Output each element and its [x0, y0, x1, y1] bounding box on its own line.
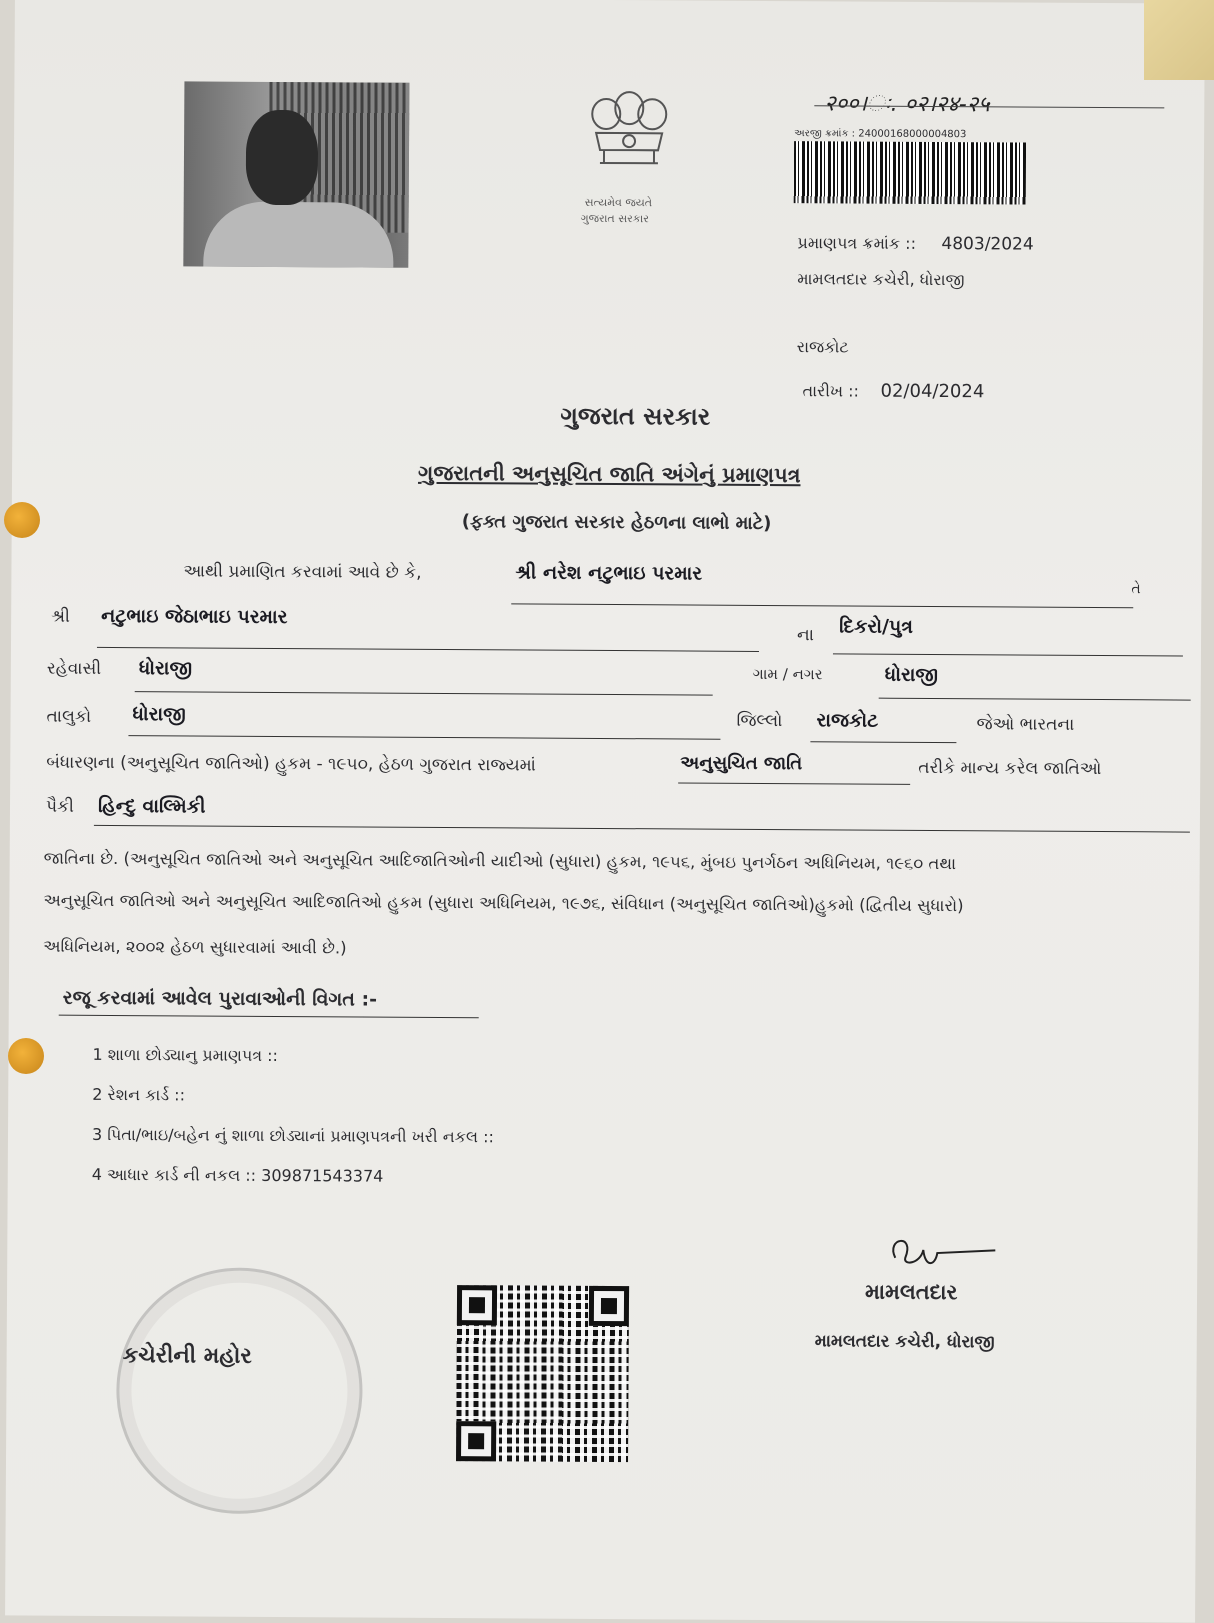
emblem-govt: ગુજરાત સરકાર: [580, 211, 650, 226]
signatory-title: મામલતદાર: [864, 1279, 958, 1305]
taluka-label: તાલુકો: [46, 706, 92, 727]
applicant-photo: [183, 81, 409, 267]
caste-category: અનુસુચિત જાતિ: [680, 752, 803, 775]
barcode: [794, 141, 1026, 204]
father-name: નટુભાઇ જેઠાભાઇ પરમાર: [101, 604, 288, 629]
office-name: મામલતદાર કચેરી, ધોરાજી: [797, 269, 965, 290]
legal-para-line-3: અધિનિયમ, ૨૦૦૨ હેઠળ સુધારવામાં આવી છે.): [43, 936, 347, 958]
village-value: ધોરાજી: [884, 663, 939, 687]
punch-hole: [8, 1038, 44, 1074]
emblem-motto: સત્યમેવ જયતે: [584, 195, 653, 210]
certificate-subtitle: (ફક્ત ગુજરાત સરકાર હેઠળના લાભો માટે): [461, 511, 772, 535]
na-label: ના: [797, 625, 814, 646]
qr-code: [456, 1285, 629, 1462]
national-emblem-icon: [574, 78, 685, 199]
evidence-item: 3 પિતા/ભાઇ/બહેન નું શાળા છોડ્યાનાં પ્રમાણપત્રની ખરી નકલ ::: [91, 1124, 494, 1147]
govt-title: ગુજરાત સરકાર: [560, 401, 711, 431]
district-name: રાજકોટ: [796, 337, 849, 357]
applicant-name: શ્રી નરેશ નટુભાઇ પરમાર: [515, 561, 703, 585]
evidence-item: 1 શાળા છોડ્યાનુ પ્રમાણપત્ર ::: [92, 1044, 279, 1066]
evidence-item: 4 આધાર કાર્ડ ની નકલ :: 309871543374: [91, 1164, 384, 1186]
taluka-value: ધોરાજી: [132, 703, 186, 726]
date-label: તારીખ ::: [802, 381, 860, 401]
evidence-item: 2 રેશન કાર્ડ ::: [92, 1084, 186, 1105]
office-seal: [116, 1267, 363, 1514]
paiki-label: પૈકી: [45, 796, 74, 817]
issue-date: 02/04/2024: [880, 380, 985, 403]
punch-hole: [4, 502, 40, 538]
legal-para-line-1: જાતિના છે. (અનુસૂચિત જાતિઓ અને અનુસૂચિત આદિજાતિઓની યાદીઓ (સુધારા) હુકમ, ૧૯૫૬, મુંબઇ પુનર્ગઠન અધિનિયમ, ૧૯૬૦ તથા: [43, 848, 957, 874]
certificate-no-label: પ્રમાણપત્ર ક્રમાંક ::: [797, 233, 917, 253]
village-label: ગામ / નગર: [752, 664, 823, 684]
handwritten-ref: २००।ઃ. ०२।२४-२५: [824, 91, 990, 118]
jeo-bharatna: જેઓ ભારતના: [976, 714, 1075, 735]
seal-label: કચેરીની મહોર: [122, 1343, 252, 1369]
recognized-text: તરીકે માન્ય કરેલ જાતિઓ: [918, 757, 1102, 780]
certificate-paper: [5, 0, 1205, 1623]
arji-kramank: અરજી ક્રમાંક : 24000168000004803: [794, 128, 967, 141]
residence-label: રહેવાસી: [46, 658, 102, 679]
signatory-office: મામલતદાર કચેરી, ધોરાજી: [814, 1331, 995, 1353]
intro-text: આથી પ્રમાણિત કરવામાં આવે છે કે,: [183, 561, 422, 583]
te-label: તે: [1131, 581, 1141, 598]
constitution-text: બંધારણના (અનુસૂચિત જાતિઓ) હુકમ - ૧૯૫૦, હેઠળ ગુજરાત રાજ્યમાં: [46, 752, 536, 776]
evidence-heading: રજૂ કરવામાં આવેલ પુરાવાઓની વિગત :-: [62, 986, 378, 1011]
legal-para-line-2: અનુસૂચિત જાતિઓ અને અનુસૂચિત આદિજાતિઓ હુકમ (સુધારા અધિનિયમ, ૧૯૭૬, સંવિધાન (અનુસૂચિત જાતિઓ)હુકમો (દ્વિતીય સુધારો): [43, 890, 964, 916]
district-value: રાજકોટ: [816, 709, 879, 732]
residence-value: ધોરાજી: [138, 657, 193, 680]
signature-icon: [875, 1228, 1035, 1279]
shri-label: શ્રી: [51, 606, 70, 627]
relation: દિકરો/પુત્ર: [839, 615, 914, 638]
caste-value: હિન્દુ વાલ્મિકી: [97, 794, 206, 818]
certificate-no: 4803/2024: [941, 234, 1034, 255]
district-label: જિલ્લો: [736, 710, 783, 732]
certificate-title: ગુજરાતની અનુસૂચિત જાતિ અંગેનું પ્રમાણપત્ર: [417, 460, 801, 488]
